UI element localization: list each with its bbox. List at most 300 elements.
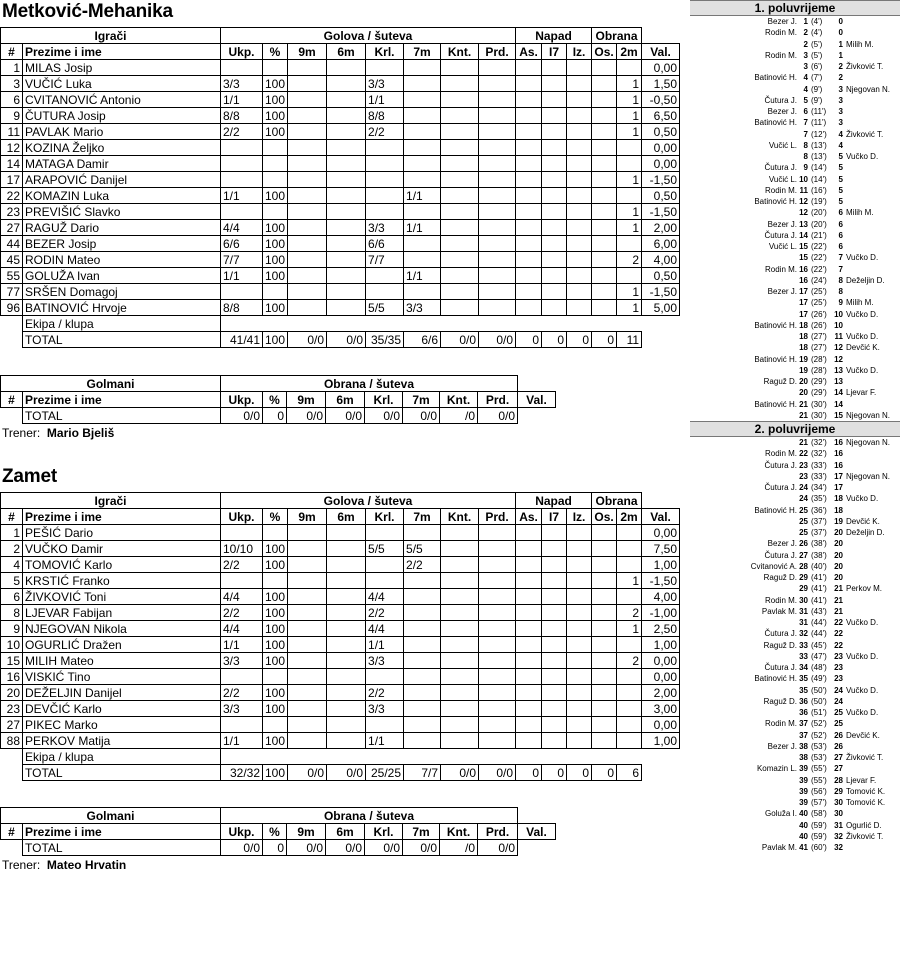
stat-cell <box>592 236 617 252</box>
stat-cell <box>516 284 542 300</box>
stat-cell <box>567 637 592 653</box>
goal-log <box>690 0 900 853</box>
total-cell <box>1 765 23 781</box>
stat-cell <box>263 204 288 220</box>
goal-event <box>690 27 900 38</box>
total-cell: 11 <box>617 332 642 348</box>
home-scorer: Rodin M. <box>764 449 797 459</box>
away-scorer: Vučko D. <box>846 651 879 661</box>
stat-cell: 2/2 <box>221 557 263 573</box>
stat-cell <box>592 669 617 685</box>
total-cell <box>1 840 23 856</box>
goal-event <box>690 763 900 774</box>
stat-cell <box>567 557 592 573</box>
minute: (58') <box>811 809 827 819</box>
player-name: DEŽELJIN Danijel <box>23 685 221 701</box>
away-score: 22 <box>834 629 843 639</box>
home-score: 3 <box>803 50 808 60</box>
home-scorer: Čutura J. <box>764 483 797 492</box>
column-header-val: Val. <box>518 392 556 408</box>
stat-cell <box>366 525 404 541</box>
minute: (22') <box>811 253 827 263</box>
stat-cell <box>516 156 542 172</box>
stat-cell <box>441 220 479 236</box>
home-scorer: Čutura J. <box>764 629 797 639</box>
player-number: 4 <box>1 557 23 573</box>
home-scorer: Cvitanović A. <box>750 561 797 571</box>
home-score: 33 <box>799 640 808 650</box>
player-stats-table <box>0 27 680 348</box>
column-header-m9: 9m <box>287 392 326 408</box>
away-score: 23 <box>834 663 843 672</box>
stat-cell <box>592 204 617 220</box>
stat-cell <box>516 172 542 188</box>
stat-cell <box>542 108 567 124</box>
stat-cell: 100 <box>263 236 288 252</box>
stat-cell <box>592 300 617 316</box>
stat-cell <box>221 284 263 300</box>
player-row <box>1 76 680 92</box>
minute: (20') <box>811 219 827 229</box>
stat-cell <box>479 557 516 573</box>
home-score: 39 <box>799 764 808 774</box>
goalkeeper-stats-table <box>0 375 556 424</box>
stat-cell: 3/3 <box>366 220 404 236</box>
stat-cell: 2/2 <box>366 605 404 621</box>
player-row <box>1 188 680 204</box>
minute: (50') <box>811 696 827 706</box>
stat-cell <box>327 637 366 653</box>
player-name: PIKEC Marko <box>23 717 221 733</box>
away-score: 27 <box>834 764 843 774</box>
stat-cell: 100 <box>263 108 288 124</box>
stat-cell: 2/2 <box>221 685 263 701</box>
minute: (53') <box>811 741 827 751</box>
stat-cell <box>404 733 441 749</box>
half-header: 1. poluvrijeme <box>690 0 900 16</box>
column-header-ukp: Ukp. <box>221 509 263 525</box>
stat-cell <box>479 541 516 557</box>
player-number: 55 <box>1 268 23 284</box>
total-cell: 0 <box>263 408 287 424</box>
player-row <box>1 701 680 717</box>
goal-event <box>690 448 900 459</box>
stat-cell <box>327 557 366 573</box>
total-label: TOTAL <box>23 765 221 781</box>
stat-cell: 2 <box>617 252 642 268</box>
goal-event <box>690 617 900 628</box>
stat-cell <box>441 701 479 717</box>
stat-cell <box>479 220 516 236</box>
player-number: 15 <box>1 653 23 669</box>
stat-cell <box>516 236 542 252</box>
minute: (32') <box>811 438 827 447</box>
home-scorer: Vučić L. <box>768 242 797 251</box>
stat-cell: 1,00 <box>642 733 680 749</box>
stat-cell <box>567 92 592 108</box>
stat-cell: 4/4 <box>221 220 263 236</box>
stat-cell <box>479 188 516 204</box>
minute: (20') <box>811 208 827 218</box>
player-name: ŽIVKOVIĆ Toni <box>23 589 221 605</box>
stat-cell <box>288 621 327 637</box>
stat-cell <box>542 172 567 188</box>
stat-cell <box>263 172 288 188</box>
stat-cell <box>288 188 327 204</box>
home-scorer: Batinović H. <box>754 73 797 83</box>
stat-cell <box>516 300 542 316</box>
stat-cell <box>441 140 479 156</box>
home-scorer: Batinović H. <box>754 399 797 409</box>
total-cell: 41/41 <box>221 332 263 348</box>
column-header-row <box>1 44 680 60</box>
total-cell: 100 <box>263 332 288 348</box>
column-header-m7: 7m <box>403 824 440 840</box>
stat-cell: 0,00 <box>642 717 680 733</box>
group-header: Obrana <box>592 493 642 509</box>
home-score: 18 <box>799 320 808 330</box>
away-score: 3 <box>838 118 843 128</box>
column-header-val: Val. <box>518 824 556 840</box>
stat-cell <box>567 621 592 637</box>
column-header-as: As. <box>516 509 542 525</box>
away-score: 17 <box>834 471 843 481</box>
stat-cell <box>327 172 366 188</box>
stat-cell <box>542 637 567 653</box>
goal-event <box>690 707 900 718</box>
away-score: 25 <box>834 708 843 717</box>
player-row <box>1 140 680 156</box>
player-row <box>1 717 680 733</box>
home-score: 29 <box>799 584 808 594</box>
goal-event <box>690 572 900 583</box>
stat-cell <box>327 573 366 589</box>
player-number: 27 <box>1 220 23 236</box>
stat-cell <box>516 669 542 685</box>
home-score: 4 <box>803 84 808 94</box>
group-header: Obrana <box>592 28 642 44</box>
stat-cell <box>288 140 327 156</box>
stat-cell <box>441 541 479 557</box>
away-score: 16 <box>834 449 843 459</box>
stat-cell <box>327 156 366 172</box>
player-number: 14 <box>1 156 23 172</box>
goal-event <box>690 342 900 353</box>
away-scorer: Živković T. <box>846 129 884 139</box>
total-cell: 0/0 <box>365 840 403 856</box>
stat-cell <box>567 717 592 733</box>
column-header-m6: 6m <box>327 509 366 525</box>
player-name: CVITANOVIĆ Antonio <box>23 92 221 108</box>
minute: (41') <box>811 573 827 582</box>
player-name: MILIH Mateo <box>23 653 221 669</box>
stat-cell <box>441 252 479 268</box>
home-scorer: Batinović H. <box>754 674 797 684</box>
goal-event <box>690 662 900 673</box>
away-scorer: Njegovan N. <box>846 84 891 94</box>
player-row <box>1 92 680 108</box>
away-score: 4 <box>838 129 843 139</box>
stat-cell <box>542 300 567 316</box>
goal-event <box>690 387 900 398</box>
minute: (45') <box>811 640 827 650</box>
goal-event <box>690 106 900 117</box>
column-header-m7: 7m <box>404 44 441 60</box>
stat-cell <box>441 557 479 573</box>
column-header-krl: Krl. <box>365 824 403 840</box>
stat-cell <box>441 733 479 749</box>
stat-cell <box>441 108 479 124</box>
stat-cell <box>288 92 327 108</box>
goal-event <box>690 39 900 50</box>
player-row <box>1 236 680 252</box>
stat-cell: 4,00 <box>642 252 680 268</box>
goal-event <box>690 196 900 207</box>
minute: (14') <box>811 163 827 173</box>
stat-cell <box>516 124 542 140</box>
home-scorer: Raguž D. <box>763 377 797 386</box>
stat-cell: 0,00 <box>642 156 680 172</box>
player-number: 5 <box>1 573 23 589</box>
stat-cell: 100 <box>263 124 288 140</box>
minute: (13') <box>811 152 827 161</box>
goal-events-second-half <box>690 437 900 853</box>
home-score: 16 <box>799 264 808 274</box>
blank <box>642 749 680 765</box>
goal-events-first-half <box>690 16 900 421</box>
minute: (26') <box>811 309 827 319</box>
minute: (13') <box>811 140 827 150</box>
stat-cell <box>441 172 479 188</box>
away-scorer: Vučko D. <box>846 494 879 504</box>
blank <box>366 749 404 765</box>
total-cell: 0/0 <box>221 408 263 424</box>
stat-cell <box>288 284 327 300</box>
total-row <box>1 332 680 348</box>
stat-cell <box>516 653 542 669</box>
stat-cell <box>542 605 567 621</box>
total-cell: 35/35 <box>366 332 404 348</box>
stat-cell <box>542 268 567 284</box>
home-score: 4 <box>803 73 808 83</box>
home-scorer: Rodin M. <box>764 185 797 195</box>
stat-cell <box>366 60 404 76</box>
column-header-m7: 7m <box>403 392 440 408</box>
home-score: 37 <box>799 730 808 740</box>
home-score: 20 <box>799 377 808 386</box>
home-scorer: Rodin M. <box>764 719 797 729</box>
stat-cell <box>516 557 542 573</box>
home-scorer: Goluža I. <box>764 809 797 819</box>
away-scorer: Vučko D. <box>846 708 879 717</box>
home-score: 12 <box>799 208 808 218</box>
player-number: 11 <box>1 124 23 140</box>
coach-name: Mario Bjeliš <box>46 426 115 440</box>
stat-cell <box>542 573 567 589</box>
total-cell: 0 <box>567 765 592 781</box>
stat-cell <box>221 204 263 220</box>
goal-event <box>690 831 900 842</box>
stat-cell <box>592 701 617 717</box>
stat-cell <box>617 268 642 284</box>
stat-cell <box>542 541 567 557</box>
player-name: KOMAZIN Luka <box>23 188 221 204</box>
home-score: 18 <box>799 332 808 341</box>
stat-cell <box>404 621 441 637</box>
minute: (52') <box>811 719 827 729</box>
stat-cell <box>516 717 542 733</box>
away-score: 6 <box>838 230 843 240</box>
stat-cell: 1 <box>617 124 642 140</box>
goal-event <box>690 297 900 308</box>
minute: (24') <box>811 275 827 285</box>
stat-cell <box>542 717 567 733</box>
blank <box>516 749 542 765</box>
stat-cell: 1/1 <box>221 188 263 204</box>
home-score: 5 <box>803 95 808 105</box>
away-score: 17 <box>834 483 843 492</box>
goal-event <box>690 252 900 263</box>
minute: (22') <box>811 242 827 251</box>
column-header-krl: Krl. <box>366 509 404 525</box>
minute: (53') <box>811 753 827 762</box>
home-score: 39 <box>799 786 808 796</box>
stat-cell <box>567 589 592 605</box>
team-name: Metković-Mehanika <box>2 1 173 22</box>
minute: (33') <box>811 460 827 470</box>
stat-cell: 3/3 <box>366 653 404 669</box>
column-header-as: As. <box>516 44 542 60</box>
group-header: Napad <box>516 493 592 509</box>
stat-cell: 2/2 <box>366 685 404 701</box>
minute: (9') <box>811 84 823 94</box>
total-cell: 0/0 <box>221 840 263 856</box>
home-score: 41 <box>799 843 808 852</box>
home-scorer: Rodin M. <box>764 264 797 274</box>
away-score: 26 <box>834 730 843 740</box>
away-score: 8 <box>838 287 843 296</box>
home-score: 14 <box>799 230 808 240</box>
stat-cell <box>441 300 479 316</box>
minute: (56') <box>811 786 827 796</box>
player-name: RAGUŽ Dario <box>23 220 221 236</box>
stat-cell <box>263 669 288 685</box>
goal-event <box>690 207 900 218</box>
goal-event <box>690 696 900 707</box>
away-scorer: Perkov M. <box>846 584 883 594</box>
player-name: DEVČIĆ Karlo <box>23 701 221 717</box>
stat-cell <box>479 172 516 188</box>
stat-cell: 4/4 <box>366 621 404 637</box>
minute: (33') <box>811 471 827 481</box>
total-cell: 0/0 <box>287 840 326 856</box>
stat-cell <box>404 284 441 300</box>
blank <box>404 749 441 765</box>
bench-row <box>1 316 680 332</box>
home-score: 19 <box>799 365 808 375</box>
stat-cell <box>404 108 441 124</box>
away-score: 22 <box>834 618 843 627</box>
player-name: PERKOV Matija <box>23 733 221 749</box>
total-cell: 0/0 <box>479 765 516 781</box>
away-score: 30 <box>834 798 843 807</box>
goal-event <box>690 741 900 752</box>
goal-event <box>690 16 900 27</box>
total-cell: 32/32 <box>221 765 263 781</box>
total-cell <box>642 332 680 348</box>
stat-cell <box>441 188 479 204</box>
stat-cell <box>479 637 516 653</box>
goalkeeper-stats-table <box>0 807 556 856</box>
group-header-row <box>1 493 680 509</box>
stat-cell <box>263 60 288 76</box>
stat-cell <box>592 525 617 541</box>
home-score: 27 <box>799 550 808 560</box>
stat-cell: 6,00 <box>642 236 680 252</box>
home-scorer: Raguž D. <box>763 640 797 650</box>
player-row <box>1 589 680 605</box>
coach-label: Trener: <box>2 858 41 872</box>
stat-cell: 1 <box>617 204 642 220</box>
stat-cell <box>592 284 617 300</box>
player-name: VUČKO Damir <box>23 541 221 557</box>
home-score: 40 <box>799 809 808 819</box>
stat-cell <box>479 701 516 717</box>
stat-cell: -1,00 <box>642 605 680 621</box>
stat-cell <box>542 557 567 573</box>
player-row <box>1 268 680 284</box>
goal-event <box>690 331 900 342</box>
stat-cell: 3/3 <box>221 76 263 92</box>
stat-cell <box>327 204 366 220</box>
stat-cell <box>221 525 263 541</box>
group-header-row <box>1 376 556 392</box>
stat-cell <box>592 252 617 268</box>
goal-event <box>690 174 900 185</box>
stat-cell: 100 <box>263 653 288 669</box>
goal-event <box>690 730 900 741</box>
stat-cell: 0,00 <box>642 60 680 76</box>
home-score: 38 <box>799 741 808 751</box>
column-header-num: # <box>1 824 23 840</box>
stat-cell: 0,50 <box>642 188 680 204</box>
stat-cell <box>404 92 441 108</box>
player-row <box>1 252 680 268</box>
goal-event <box>690 775 900 786</box>
stat-cell <box>404 701 441 717</box>
total-cell: 7/7 <box>404 765 441 781</box>
home-scorer: Čutura J. <box>764 95 797 105</box>
stat-cell <box>479 653 516 669</box>
stat-cell <box>567 188 592 204</box>
goal-event <box>690 493 900 504</box>
away-score: 20 <box>834 550 843 560</box>
stat-cell <box>592 589 617 605</box>
coach-label: Trener: <box>2 426 41 440</box>
away-scorer: Milih M. <box>846 298 874 308</box>
goal-event <box>690 399 900 410</box>
stat-cell <box>479 669 516 685</box>
away-score: 23 <box>834 674 843 684</box>
total-row <box>1 408 556 424</box>
stat-cell <box>404 685 441 701</box>
total-cell: 0/0 <box>327 765 366 781</box>
minute: (30') <box>811 399 827 409</box>
player-name: SRŠEN Domagoj <box>23 284 221 300</box>
away-score: 22 <box>834 640 843 650</box>
stat-cell <box>592 108 617 124</box>
goal-event <box>690 50 900 61</box>
